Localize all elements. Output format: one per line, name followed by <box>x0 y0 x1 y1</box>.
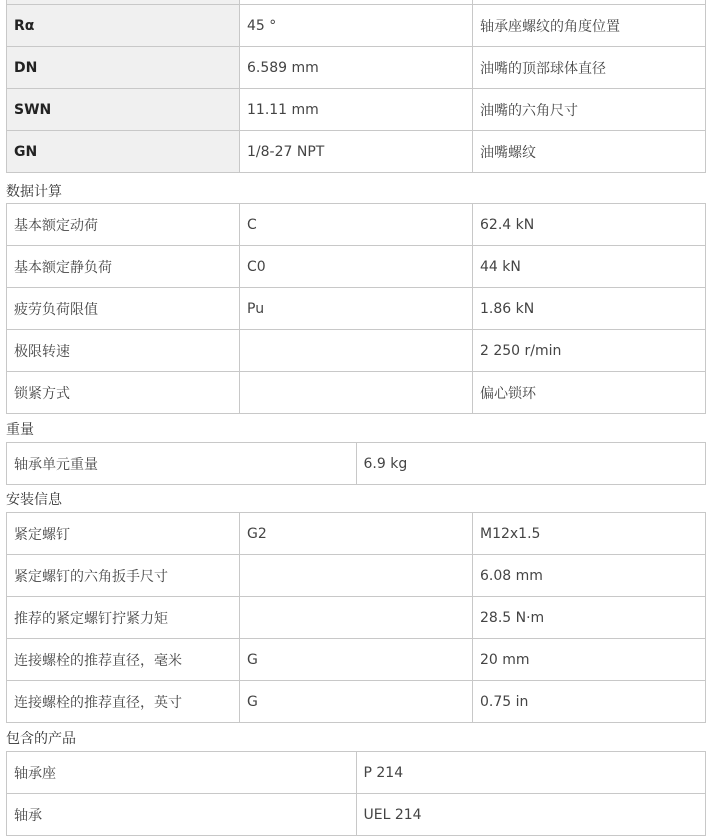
cell-value: M12x1.5 <box>473 513 706 555</box>
table-row <box>7 752 706 794</box>
cell-sym: C <box>240 204 473 246</box>
cell-sym: G2 <box>240 513 473 555</box>
cell-name: 连接螺栓的推荐直径，毫米 <box>7 639 240 681</box>
cell-sym <box>240 555 473 597</box>
cell-sym: Pu <box>240 288 473 330</box>
cell-desc: 油嘴的顶部球体直径 <box>473 47 706 89</box>
cell-desc: 轴承座螺纹的角度位置 <box>473 5 706 47</box>
cell-desc: 油嘴螺纹 <box>473 131 706 173</box>
cell-value: 62.4 kN <box>473 204 706 246</box>
table-row <box>7 597 706 639</box>
cell-value: 6.9 kg <box>356 443 706 485</box>
section-title-weight: 重量 <box>6 422 34 438</box>
section-title-products: 包含的产品 <box>6 731 76 747</box>
cell-sym <box>240 597 473 639</box>
cell-value: 1.86 kN <box>473 288 706 330</box>
cell-value: 6.589 mm <box>240 47 473 89</box>
cell-value: 20 mm <box>473 639 706 681</box>
cell-name: 连接螺栓的推荐直径，英寸 <box>7 681 240 723</box>
table-row <box>7 204 706 246</box>
table-row <box>7 47 706 89</box>
table-row <box>7 794 706 836</box>
cell-value: 11.11 mm <box>240 89 473 131</box>
table-row <box>7 330 706 372</box>
cell-sym <box>240 330 473 372</box>
cell-value: UEL 214 <box>356 794 706 836</box>
cell-sym: G <box>240 639 473 681</box>
table-row <box>7 513 706 555</box>
cell-name: 紧定螺钉 <box>7 513 240 555</box>
cell-sym: G <box>240 681 473 723</box>
table-row <box>7 131 706 173</box>
table-row <box>7 288 706 330</box>
cell-name: 轴承座 <box>7 752 357 794</box>
cell-name: 锁紧方式 <box>7 372 240 414</box>
table-row <box>7 443 706 485</box>
cell-name: GN <box>7 131 240 173</box>
table-row <box>7 372 706 414</box>
cell-name: 推荐的紧定螺钉拧紧力矩 <box>7 597 240 639</box>
table-row <box>7 89 706 131</box>
cell-value: 1/8-27 NPT <box>240 131 473 173</box>
cell-name: 基本额定静负荷 <box>7 246 240 288</box>
table-row <box>7 681 706 723</box>
table-row <box>7 639 706 681</box>
cell-value: P 214 <box>356 752 706 794</box>
cell-value: 45 ° <box>240 5 473 47</box>
cell-name: 疲劳负荷限值 <box>7 288 240 330</box>
weight-table <box>6 442 706 485</box>
cell-name: 基本额定动荷 <box>7 204 240 246</box>
section-title-install: 安装信息 <box>6 492 62 508</box>
cell-name: DN <box>7 47 240 89</box>
cell-desc: 油嘴的六角尺寸 <box>473 89 706 131</box>
cell-name: 紧定螺钉的六角扳手尺寸 <box>7 555 240 597</box>
cell-name: SWN <box>7 89 240 131</box>
cell-name: 轴承 <box>7 794 357 836</box>
cell-sym: C0 <box>240 246 473 288</box>
cell-value: 0.75 in <box>473 681 706 723</box>
cell-value: 6.08 mm <box>473 555 706 597</box>
table-row <box>7 555 706 597</box>
dimensions-table <box>6 0 706 173</box>
install-table <box>6 512 706 723</box>
calc-table <box>6 203 706 414</box>
cell-sym <box>240 372 473 414</box>
section-title-calc: 数据计算 <box>6 184 62 200</box>
cell-name: Rα <box>7 5 240 47</box>
table-row <box>7 246 706 288</box>
cell-value: 28.5 N·m <box>473 597 706 639</box>
cell-value: 2 250 r/min <box>473 330 706 372</box>
cell-name: 极限转速 <box>7 330 240 372</box>
products-table <box>6 751 706 836</box>
cell-name: 轴承单元重量 <box>7 443 357 485</box>
cell-value: 44 kN <box>473 246 706 288</box>
cell-value: 偏心锁环 <box>473 372 706 414</box>
table-row <box>7 5 706 47</box>
